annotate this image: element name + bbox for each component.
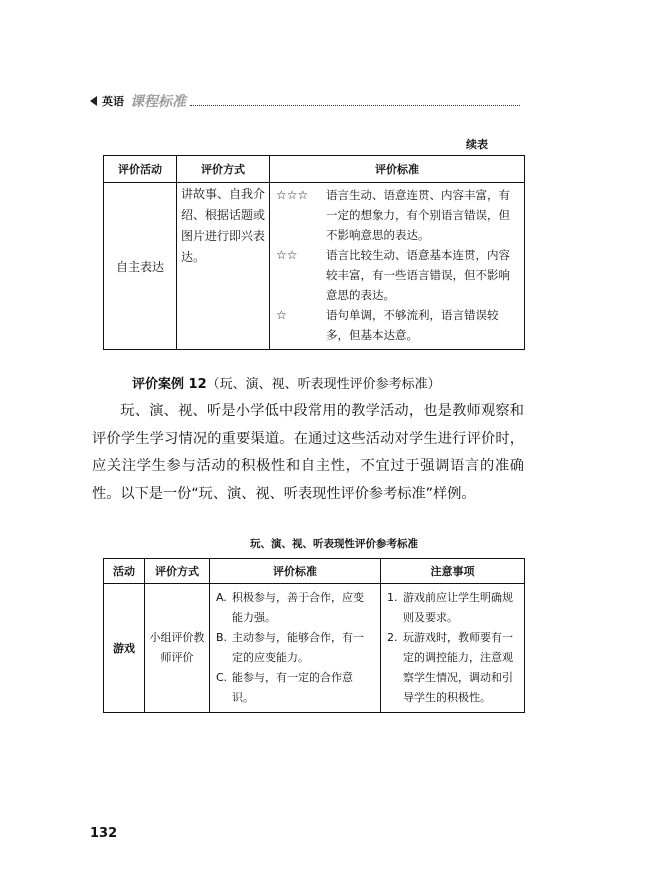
header-method: 评价方式 [177, 156, 270, 183]
criterion-label: A. [216, 591, 227, 604]
criterion-item [216, 668, 374, 708]
cell-activity: 游戏 [104, 584, 145, 713]
level-description: 语句单调，不够流利，语言错误较多，但基本达意。 [326, 308, 499, 342]
table-header-row [104, 559, 525, 584]
note-label: 1. [387, 591, 398, 604]
note-text: 游戏前应让学生明确规则及要求。 [403, 591, 513, 624]
cell-notes [381, 584, 525, 713]
table-row [104, 183, 525, 350]
case-subtitle: （玩、演、视、听表现性评价参考标准） [206, 377, 441, 392]
table-header-row [104, 156, 525, 183]
running-header [90, 92, 520, 110]
header-activity: 活动 [104, 559, 145, 584]
cell-method: 讲故事、自我介绍、根据话题或图片进行即兴表达。 [177, 183, 270, 350]
header-subject: 英语 [102, 95, 124, 108]
star-rating: ☆ [276, 308, 287, 322]
criterion-text: 能参与，有一定的合作意识。 [232, 671, 353, 704]
performance-evaluation-table [103, 558, 525, 713]
cell-method: 小组评价教师评价 [145, 584, 210, 713]
cell-criteria [210, 584, 381, 713]
table-row [104, 584, 525, 713]
criterion-item [216, 628, 374, 668]
header-standard: 评价标准 [210, 559, 381, 584]
level-description: 语言比较生动、语意基本连贯，内容较丰富，有一些语言错误，但不影响意思的表达。 [326, 248, 510, 302]
header-method: 评价方式 [145, 559, 210, 584]
note-item [387, 588, 518, 628]
header-notes: 注意事项 [381, 559, 525, 584]
criterion-label: B. [216, 631, 228, 644]
level-one-star [276, 305, 518, 345]
star-rating: ☆☆☆ [276, 188, 309, 202]
note-item [387, 628, 518, 708]
criterion-item [216, 588, 374, 628]
header-activity: 评价活动 [104, 156, 177, 183]
note-text: 玩游戏时，教师要有一定的调控能力，注意观察学生情况，调动和引导学生的积极性。 [403, 631, 513, 704]
criterion-label: C. [216, 671, 228, 684]
cell-standards [270, 183, 525, 350]
level-three-stars [276, 185, 518, 245]
criterion-text: 积极参与，善于合作，应变能力强。 [232, 591, 364, 624]
case-label: 评价案例 12 [132, 377, 207, 392]
page-number: 132 [90, 826, 118, 841]
case-heading [132, 373, 441, 392]
header-book-title: 课程标准 [130, 94, 186, 110]
note-label: 2. [387, 631, 398, 644]
level-description: 语言生动、语意连贯、内容丰富，有一定的想象力，有个别语言错误，但不影响意思的表达。 [326, 188, 510, 242]
cell-activity: 自主表达 [104, 183, 177, 350]
level-two-stars [276, 245, 518, 305]
triangle-left-icon [90, 96, 97, 106]
evaluation-table-continued [103, 155, 525, 350]
header-dotted-rule [190, 96, 520, 106]
continued-label: 续表 [466, 138, 488, 151]
star-rating: ☆☆ [276, 248, 298, 262]
body-paragraph: 玩、演、视、听是小学低中段常用的教学活动，也是教师观察和评价学生学习情况的重要渠道。在通过这些活动对学生进行评价时，应关注学生参与活动的积极性和自主性，不宜过于强调语言的准确性。以下是一份“玩、演、视、听表现性评价参考标准”样例。 [92, 403, 524, 502]
table-caption: 玩、演、视、听表现性评价参考标准 [250, 538, 418, 550]
criterion-text: 主动参与，能够合作，有一定的应变能力。 [232, 631, 364, 664]
header-standard: 评价标准 [270, 156, 525, 183]
